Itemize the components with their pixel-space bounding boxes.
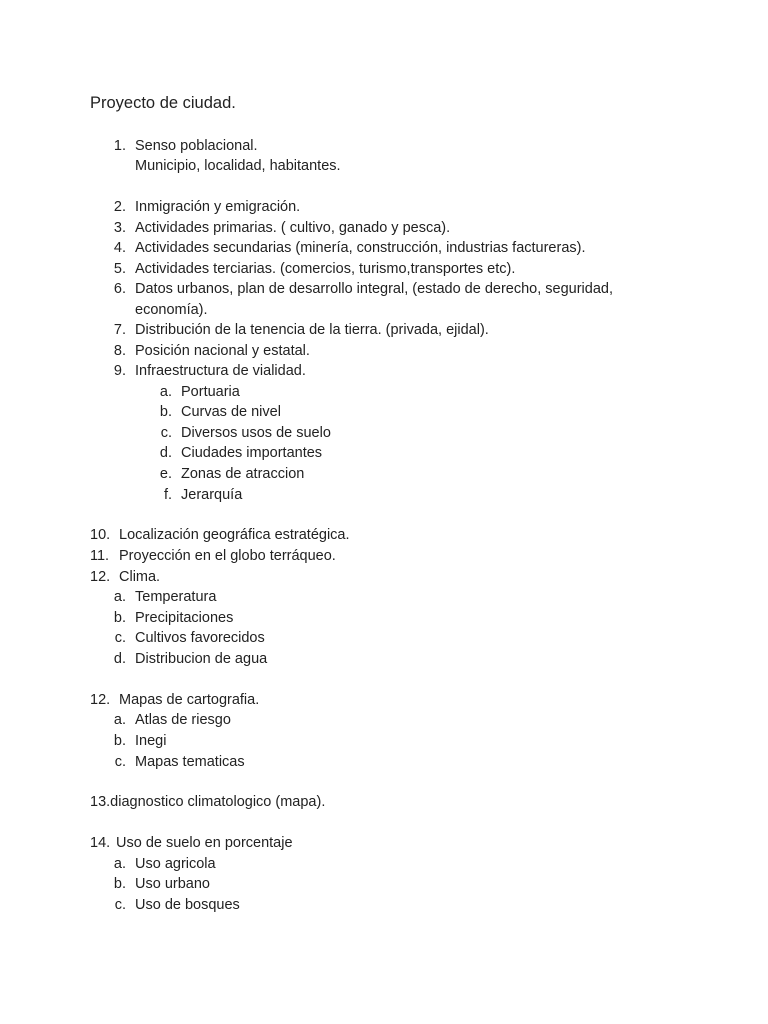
- list-item-text: Datos urbanos, plan de desarrollo integral, (estado de derecho, seguridad,: [135, 281, 613, 297]
- list-item-text: Uso de suelo en porcentaje: [116, 835, 293, 851]
- list-marker: 2.: [113, 199, 126, 215]
- list-item-text: Inmigración y emigración.: [135, 199, 301, 215]
- list-item-text: Senso poblacional.: [135, 138, 258, 154]
- paragraph-diagnostico: 13.diagnostico climatologico (mapa).: [90, 794, 326, 810]
- list-item-text: Clima.: [119, 569, 161, 585]
- list-marker: 12.: [90, 569, 111, 585]
- list-item-text: economía).: [135, 302, 208, 318]
- list-item-text: Mapas de cartografia.: [119, 692, 260, 708]
- list-marker: 7.: [113, 322, 126, 338]
- list-marker: 9.: [113, 363, 126, 379]
- sub-list-item-text: Precipitaciones: [135, 610, 234, 626]
- sub-list-item-text: Portuaria: [181, 384, 240, 400]
- sub-list-marker: a.: [159, 384, 172, 400]
- sub-list-item-text: Inegi: [135, 733, 167, 749]
- sub-list-item-text: Atlas de riesgo: [135, 712, 231, 728]
- sub-list-item-text: Cultivos favorecidos: [135, 630, 265, 646]
- sub-list-marker: b.: [113, 610, 126, 626]
- sub-list-item-text: Ciudades importantes: [181, 445, 323, 461]
- list-item-text: Municipio, localidad, habitantes.: [135, 158, 341, 174]
- sub-list-marker: d.: [113, 651, 126, 667]
- list-marker: 1.: [113, 138, 126, 154]
- sub-list-item-text: Zonas de atraccion: [181, 466, 305, 482]
- sub-list-item-text: Uso de bosques: [135, 897, 240, 913]
- sub-list-item-text: Distribucion de agua: [135, 651, 268, 667]
- list-item-text: Actividades secundarias (minería, construcción, industrias factureras).: [135, 240, 586, 256]
- list-marker: 5.: [113, 261, 126, 277]
- list-marker: 3.: [113, 220, 126, 236]
- sub-list-item-text: Temperatura: [135, 589, 217, 605]
- sub-list-marker: b.: [113, 733, 126, 749]
- sub-list-marker: c.: [160, 425, 172, 441]
- list-marker: 8.: [113, 343, 126, 359]
- list-item-text: Proyección en el globo terráqueo.: [119, 548, 336, 564]
- list-marker: 11.: [90, 548, 110, 564]
- sub-list-item-text: Mapas tematicas: [135, 754, 245, 770]
- list-marker: 4.: [113, 240, 126, 256]
- list-item-text: Actividades terciarias. (comercios, turismo,transportes etc).: [135, 261, 516, 277]
- sub-list-item-text: Uso urbano: [135, 876, 210, 892]
- sub-list-marker: b.: [113, 876, 126, 892]
- list-marker: 10.: [90, 527, 111, 543]
- sub-list-marker: f.: [163, 487, 172, 503]
- document-title: Proyecto de ciudad.: [90, 94, 236, 112]
- sub-list-item-text: Jerarquía: [181, 487, 243, 503]
- sub-list-marker: a.: [113, 856, 126, 872]
- list-marker: 6.: [113, 281, 126, 297]
- sub-list-marker: c.: [114, 630, 126, 646]
- sub-list-item-text: Curvas de nivel: [181, 404, 281, 420]
- sub-list-marker: a.: [113, 712, 126, 728]
- list-marker: 14.: [90, 835, 111, 851]
- sub-list-marker: d.: [159, 445, 172, 461]
- list-item-text: Localización geográfica estratégica.: [119, 527, 350, 543]
- sub-list-marker: e.: [159, 466, 172, 482]
- sub-list-item-text: Uso agricola: [135, 856, 216, 872]
- sub-list-item-text: Diversos usos de suelo: [181, 425, 331, 441]
- list-item-text: Infraestructura de vialidad.: [135, 363, 306, 379]
- list-item-text: Distribución de la tenencia de la tierra. (privada, ejidal).: [135, 322, 489, 338]
- list-item-text: Posición nacional y estatal.: [135, 343, 310, 359]
- sub-list-marker: a.: [113, 589, 126, 605]
- sub-list-marker: c.: [114, 897, 126, 913]
- sub-list-marker: c.: [114, 754, 126, 770]
- list-item-text: Actividades primarias. ( cultivo, ganado y pesca).: [135, 220, 451, 236]
- sub-list-marker: b.: [159, 404, 172, 420]
- list-marker: 12.: [90, 692, 111, 708]
